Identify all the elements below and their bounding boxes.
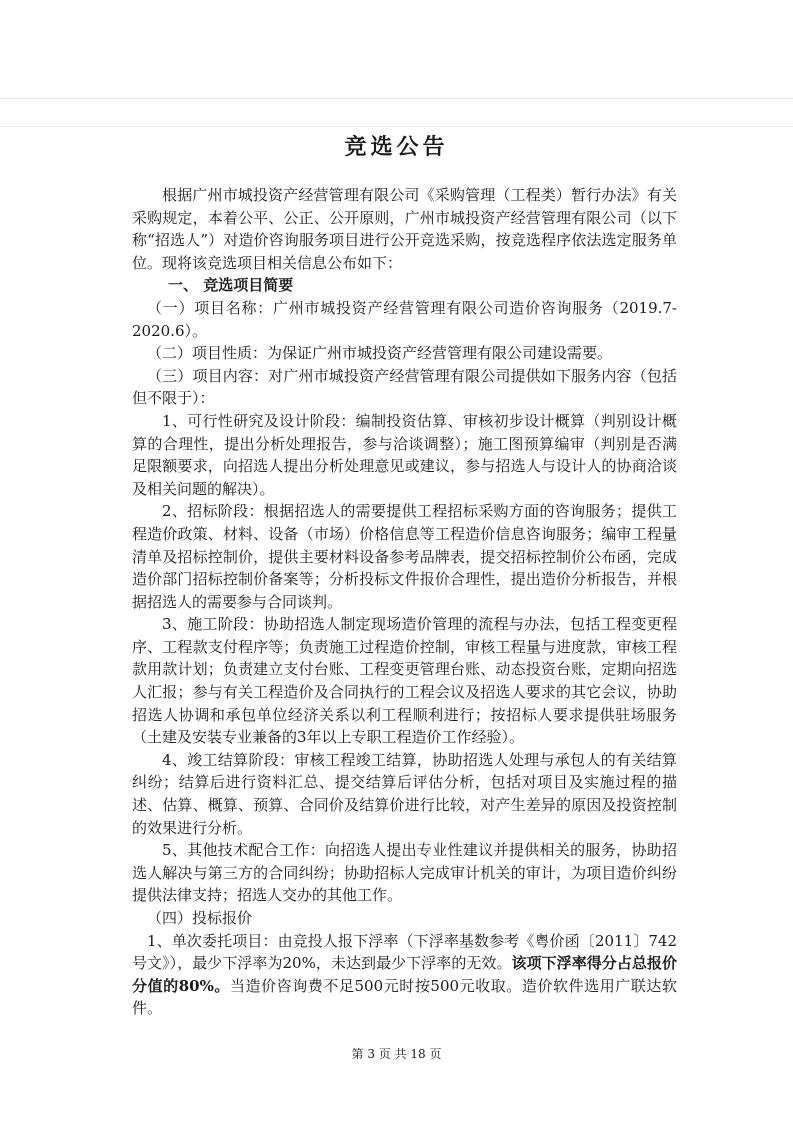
page-footer: 第 3 页 共 18 页 — [351, 1047, 442, 1061]
quote-bold-text: 该项下浮率得分占总报价分值的80%。 — [132, 954, 677, 995]
content-settlement-stage: 4、竣工结算阶段：审核工程竣工结算，协助招选人处理与承包人的有关结算纠纷；结算后进行资料汇总、提交结算后评估分析，包括对项目及实施过程的描述、估算、概算、预算、合同价及结算价进行比较，对产生差异的原因及投资控制的效果进行分析。 — [132, 750, 677, 837]
quote-text: 1、单次委托项目：由竞投人报下浮率（下浮率基数参考《粤价函〔2011〕742号文》），最少下浮率为20%，未达到最少下浮率的无效。 — [132, 931, 677, 973]
scan-artifact-line — [0, 98, 793, 99]
content-other-work: 5、其他技术配合工作：向招选人提出专业性建议并提供相关的服务，协助招选人解决与第三方的合同纠纷；协助招标人完成审计机关的审计，为项目造价纠纷提供法律支持；招选人交办的其他工作。 — [132, 841, 677, 905]
section-heading: 一、 竞选项目简要 — [168, 276, 294, 295]
intro-paragraph: 根据广州市城投资产经营管理有限公司《采购管理（工程类）暂行办法》有关采购规定，本着公平、公正、公开原则，广州市城投资产经营管理有限公司（以下称“招选人”）对造价咨询服务项目进行公开竞选采购，按竞选程序依法选定服务单位。现将该竞选项目相关信息公布如下： — [132, 186, 677, 272]
document-body — [132, 184, 677, 1020]
scan-artifact-line — [0, 126, 793, 127]
content-design-stage: 1、可行性研究及设计阶段：编制投资估算、审核初步设计概算（判别设计概算的合理性，提出分析处理报告，参与洽谈调整）；施工图预算编审（判别是否满足限额要求，向招选人提出分析处理意见或建议，参与招选人与设计人的协商洽谈及相关问题的解决）。 — [132, 411, 677, 498]
quote-single-project — [132, 930, 677, 1020]
item-project-name: （一）项目名称：广州市城投资产经营管理有限公司造价咨询服务（2019.7-2020.6）。 — [132, 298, 677, 340]
content-construction-stage: 3、施工阶段：协助招选人制定现场造价管理的流程与办法，包括工程变更程序、工程款支付程序等；负责施工过程造价控制，审核工程量与进度款，审核工程款用款计划；负责建立支付台账、工程变更管理台账、动态投资台账，定期向招选人汇报；参与有关工程造价及合同执行的工程会议及招选人要求的其它会议，协助招选人协调和承包单位经济关系以利工程顺利进行；按招标人要求提供驻场服务（土建及安装专业兼备的3年以上专职工程造价工作经验）。 — [132, 615, 677, 747]
item-project-nature: （二）项目性质：为保证广州市城投资产经营管理有限公司建设需要。 — [147, 344, 613, 363]
quote-text-tail: 当造价咨询费不足500元时按500元收取。造价软件选用广联达软件。 — [132, 976, 677, 1018]
item-project-content: （三）项目内容：对广州市城投资产经营管理有限公司提供如下服务内容（包括但不限于）： — [132, 366, 677, 408]
page-title: 竞选公告 — [344, 134, 449, 160]
content-tender-stage: 2、招标阶段：根据招选人的需要提供工程招标采购方面的咨询服务；提供工程造价政策、材料、设备（市场）价格信息等工程造价信息咨询服务；编审工程量清单及招标控制价，提供主要材料设备参考品牌表，提交招标控制价公布函，完成造价部门招标控制价备案等；分析投标文件报价合理性，提出造价分析报告，并根据招选人的需要参与合同谈判。 — [132, 502, 677, 611]
item-bid-quote: （四）投标报价 — [147, 909, 253, 927]
